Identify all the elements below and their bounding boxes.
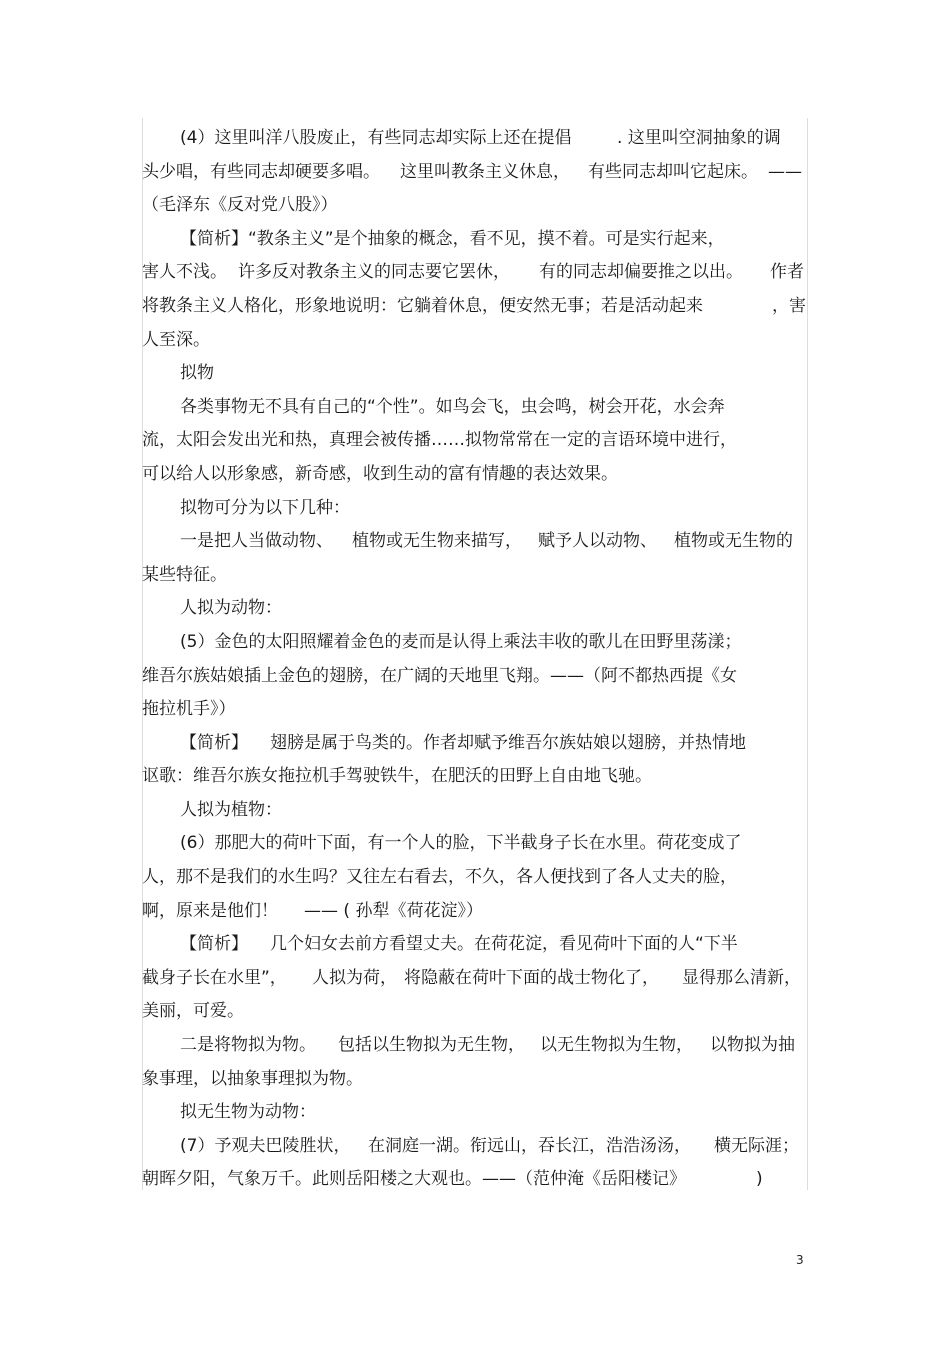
text-line: [142, 727, 810, 761]
text-line: [142, 559, 810, 593]
text-segment: ，害: [772, 295, 806, 316]
text-segment: 赋予人以动物、: [538, 531, 657, 552]
text-segment: 二是将物拟为物。: [180, 1035, 316, 1056]
text-segment: 许多反对教条主义的同志要它罢休，: [238, 262, 510, 283]
text-segment: 这里叫教条主义休息，: [400, 161, 570, 182]
text-line: [142, 1096, 810, 1130]
text-segment: 截身子长在水里”，: [142, 967, 287, 988]
text-line: [142, 626, 810, 660]
text-line: [142, 1029, 810, 1063]
text-segment: 几个妇女去前方看望丈夫。在荷花淀，看见荷叶下面的人“下半: [270, 934, 738, 955]
text-segment: 朝晖夕阳，气象万千。此则岳阳楼之大观也。——（范仲淹《岳阳楼记》: [142, 1169, 686, 1190]
text-line: [142, 794, 810, 828]
text-segment: (6）那肥大的荷叶下面，有一个人的脸，下半截身子长在水里。荷花变成了: [180, 833, 742, 854]
text-segment: 一是把人当做动物、: [180, 531, 333, 552]
text-segment: 拟无生物为动物：: [180, 1102, 316, 1123]
text-segment: 流，太阳会发出光和热，真理会被传播……拟物常常在一定的言语环境中进行，: [142, 430, 737, 451]
text-line: [142, 1130, 810, 1164]
text-line: [142, 290, 810, 324]
text-line: [142, 525, 810, 559]
text-line: [142, 895, 810, 929]
text-segment: 以无生物拟为生物，: [540, 1035, 693, 1056]
text-segment: 【简析】: [180, 934, 248, 955]
text-segment: —— ( 孙犁《荷花淀》）: [304, 900, 483, 921]
text-line: [142, 1163, 810, 1197]
text-segment: 拟物可分为以下几种：: [180, 497, 350, 518]
text-segment: 象事理，以抽象事理拟为物。: [142, 1068, 363, 1089]
text-segment: 人拟为荷，: [312, 967, 397, 988]
text-segment: 人拟为动物：: [180, 598, 282, 619]
text-line: [142, 156, 810, 190]
text-segment: 植物或无生物来描写，: [352, 531, 522, 552]
text-segment: 可以给人以形象感，新奇感，收到生动的富有情趣的表达效果。: [142, 463, 618, 484]
text-line: [142, 458, 810, 492]
text-line: [142, 324, 810, 358]
text-line: [142, 492, 810, 526]
text-segment: 将隐蔽在荷叶下面的战士物化了，: [404, 967, 659, 988]
text-segment: (5）金色的太阳照耀着金色的麦而是认得上乘法丰收的歌儿在田野里荡漾；: [180, 631, 742, 652]
text-segment: ——: [768, 161, 802, 182]
text-segment: 有些同志却叫它起床。: [588, 161, 758, 182]
text-segment: 作者: [770, 262, 804, 283]
text-line: [142, 693, 810, 727]
text-line: [142, 928, 810, 962]
page-number: 3: [796, 1253, 804, 1267]
text-line: [142, 189, 810, 223]
text-segment: 啊，原来是他们！: [142, 900, 278, 921]
text-line: [142, 861, 810, 895]
text-segment: 【简析】: [180, 732, 248, 753]
text-segment: . 这里叫空洞抽象的调: [617, 128, 781, 148]
text-segment: 【简析】“教条主义”是个抽象的概念，看不见，摸不着。可是实行起来，: [180, 228, 725, 249]
text-segment: 害人不浅。: [142, 262, 227, 283]
text-line: [142, 827, 810, 861]
text-line: [142, 760, 810, 794]
text-segment: 拟物: [180, 363, 214, 384]
text-segment: 美丽，可爱。: [142, 1001, 244, 1022]
text-segment: 植物或无生物的: [674, 531, 793, 552]
text-segment: 人拟为植物：: [180, 799, 282, 820]
text-segment: 横无际涯；: [714, 1135, 799, 1156]
document-body: [142, 122, 810, 1197]
text-segment: ): [756, 1169, 763, 1190]
text-segment: 维吾尔族姑娘插上金色的翅膀，在广阔的天地里飞翔。——（阿不都热西提《女: [142, 665, 737, 686]
text-segment: 包括以生物拟为无生物，: [338, 1035, 525, 1056]
text-line: [142, 995, 810, 1029]
text-segment: 拖拉机手》）: [142, 699, 236, 720]
section-heading: [142, 357, 810, 391]
text-segment: (4）这里叫洋八股废止，有些同志却实际上还在提倡: [180, 128, 572, 148]
text-segment: 讴歌：维吾尔族女拖拉机手驾驶铁牛，在肥沃的田野上自由地飞驰。: [142, 766, 652, 787]
text-segment: 显得那么清新，: [682, 967, 801, 988]
text-line: [142, 592, 810, 626]
text-segment: 将教条主义人格化，形象地说明：它躺着休息，便安然无事；若是活动起来: [142, 295, 703, 316]
text-segment: 某些特征。: [142, 564, 227, 585]
text-segment: 各类事物无不具有自己的“个性”。如鸟会飞，虫会鸣，树会开花，水会奔: [180, 396, 725, 417]
text-segment: (7）予观夫巴陵胜状，: [180, 1135, 351, 1156]
text-line: [142, 223, 810, 257]
text-line: [142, 424, 810, 458]
text-line: [142, 1063, 810, 1097]
text-segment: 以物拟为抽: [710, 1035, 795, 1056]
text-segment: 人，那不是我们的水生吗？又往左右看去，不久，各人便找到了各人丈夫的脸，: [142, 867, 737, 888]
text-segment: 在洞庭一湖。衔远山，吞长江，浩浩汤汤，: [368, 1135, 691, 1156]
text-line: [142, 962, 810, 996]
text-line: [142, 256, 810, 290]
text-line: [142, 391, 810, 425]
text-segment: 人至深。: [142, 329, 210, 350]
text-segment: 头少唱，有些同志却硬要多唱。: [142, 161, 380, 182]
text-segment: 有的同志却偏要推之以出。: [539, 262, 743, 283]
text-line: [142, 122, 810, 156]
text-segment: 翅膀是属于鸟类的。作者却赋予维吾尔族姑娘以翅膀，并热情地: [270, 732, 746, 753]
text-line: [142, 660, 810, 694]
text-segment: （毛泽东《反对党八股》）: [142, 195, 338, 216]
